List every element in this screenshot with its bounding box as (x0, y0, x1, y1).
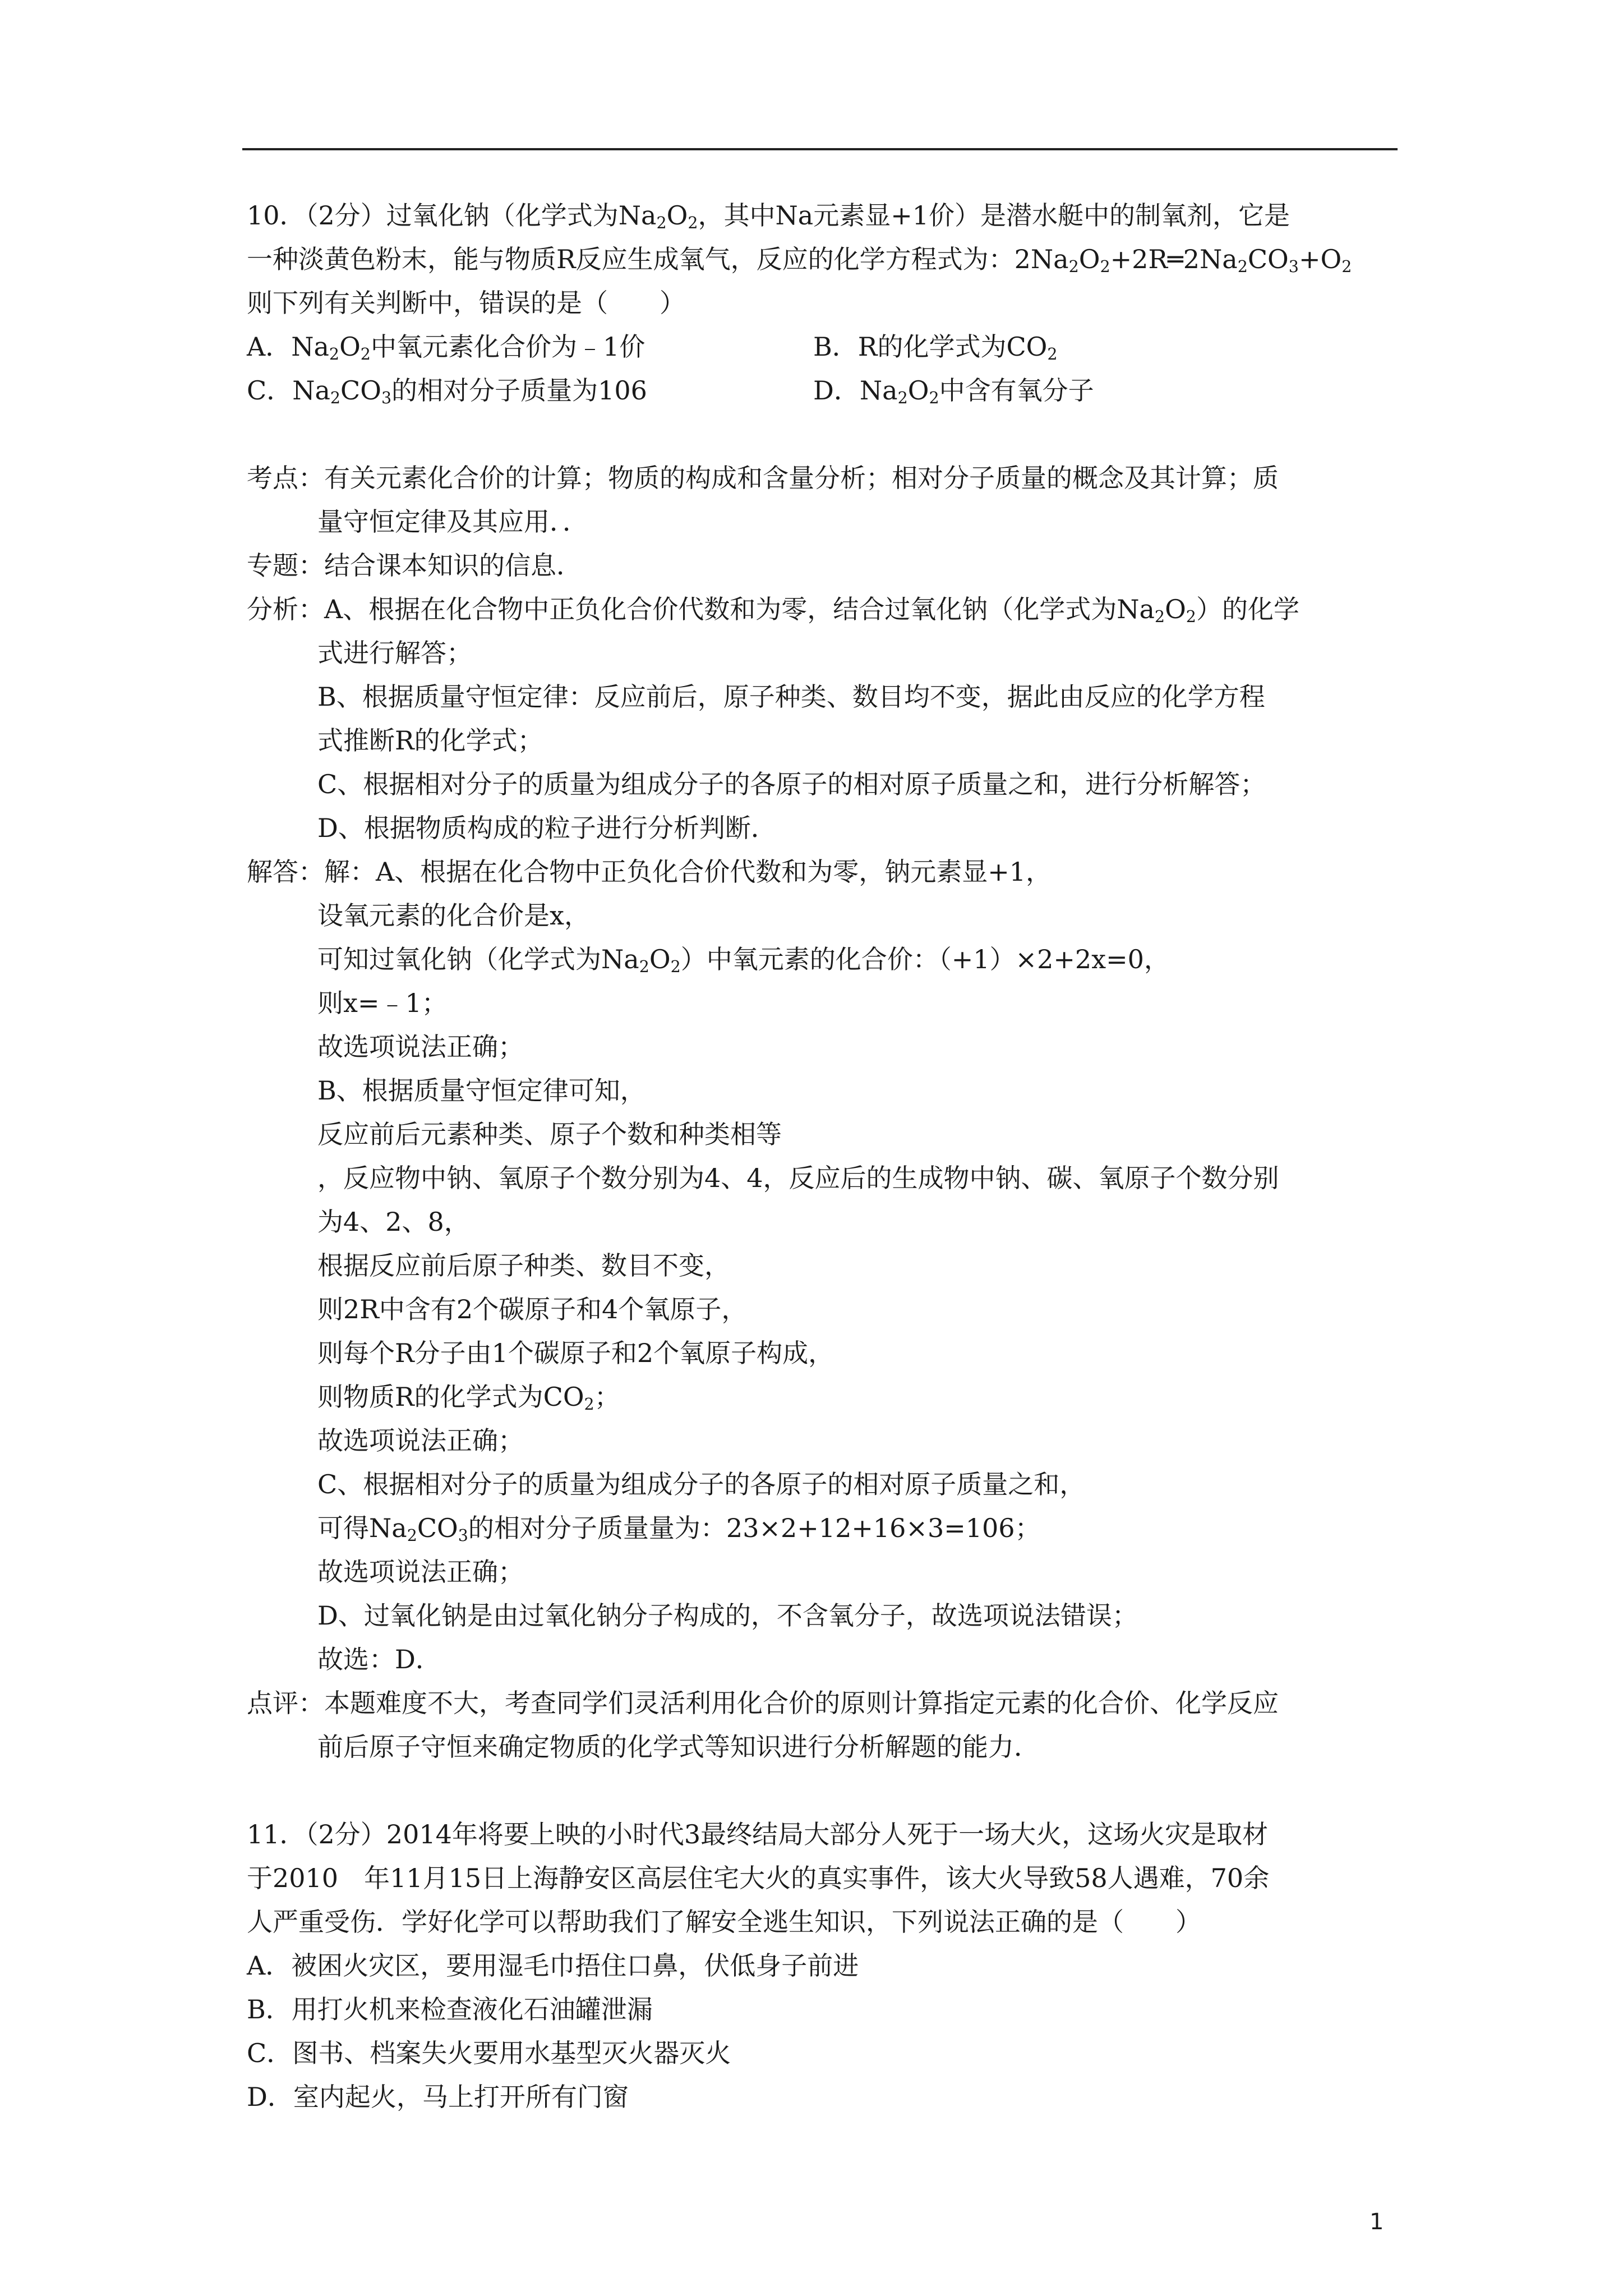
page-content (247, 194, 1402, 2119)
q10-options-row-1 (247, 325, 1402, 369)
q11-option-c: C．图书、档案失火要用水基型灭火器灭火 (247, 2038, 731, 2068)
solution-line-6: B、根据质量守恒定律可知， (317, 1075, 646, 1106)
analysis-c-line: C、根据相对分子的质量为组成分子的各原子的相对原子质量之和，进行分析解答； (317, 769, 1266, 799)
solution-line-10: 根据反应前后原子种类、数目不变， (317, 1250, 730, 1281)
solution-line-1: 解答：解：A、根据在化合物中正负化合价代数和为零，钠元素显+1， (247, 857, 1052, 887)
q10-option-b: B．R的化学式为$CO_2$ (813, 332, 1058, 364)
analysis-d-line: D、根据物质构成的粒子进行分析判断． (317, 813, 777, 843)
topic-line: 专题：结合课本知识的信息． (247, 550, 582, 581)
solution-line-5: 故选项说法正确； (317, 1032, 524, 1062)
solution-line-19: 故选：D． (317, 1644, 441, 1674)
solution-line-7: 反应前后元素种类、原子个数和种类相等 (317, 1119, 782, 1149)
q11-line-1: 11．（2分）2014年将要上映的小时代3最终结局大部分人死于一场大火，这场火灾是取材 (247, 1819, 1269, 1849)
q11-option-a: A．被困火灾区，要用湿毛巾捂住口鼻，伏低身子前进 (247, 1950, 859, 1981)
solution-line-14: 故选项说法正确； (317, 1425, 524, 1456)
solution-line-17: 故选项说法正确； (317, 1557, 524, 1587)
keypoint-line-2: 量守恒定律及其应用．． (317, 507, 588, 537)
solution-line-11: 则2R中含有2个碳原子和4个氧原子， (317, 1294, 748, 1324)
solution-line-15: C、根据相对分子的质量为组成分子的各原子的相对原子质量之和， (317, 1469, 1086, 1499)
solution-line-8: ，反应物中钠、氧原子个数分别为4、4，反应后的生成物中钠、碳、氧原子个数分别 (317, 1163, 1279, 1193)
keypoint-line-1: 考点：有关元素化合价的计算；物质的构成和含量分析；相对分子质量的概念及其计算；质 (247, 463, 1279, 493)
page-number: 1 (1370, 2209, 1384, 2235)
solution-line-18: D、过氧化钠是由过氧化钠分子构成的，不含氧分子，故选项说法错误； (317, 1600, 1138, 1631)
q10-line-1: 10．（2分）过氧化钠（化学式为$Na_2O_2$，其中Na元素显+1价）是潜水艇中的制氧剂，它是 (247, 200, 1290, 233)
solution-line-12: 则每个R分子由1个碳原子和2个氧原子构成， (317, 1338, 834, 1368)
q10-option-c: C．$Na_2CO_3$的相对分子质量为106 (247, 375, 647, 408)
q10-option-d: D．$Na_2O_2$中含有氧分子 (813, 375, 1094, 408)
solution-line-9: 为4、2、8， (317, 1207, 470, 1237)
solution-line-16: 可得$Na_2CO_3$的相对分子质量量为：23×2+12+16×3=106； (317, 1513, 1041, 1545)
analysis-b-line-1: B、根据质量守恒定律：反应前后，原子种类、数目均不变，据此由反应的化学方程 (317, 682, 1265, 712)
solution-line-3: 可知过氧化钠（化学式为$Na_2O_2$）中氧元素的化合价：（+1）×2+2x=0， (317, 944, 1170, 977)
solution-line-2: 设氧元素的化合价是x， (317, 900, 590, 931)
header-rule (242, 148, 1398, 150)
solution-line-13: 则物质R的化学式为$CO_2$； (317, 1382, 620, 1414)
q10-line-2: 一种淡黄色粉末，能与物质R反应生成氧气，反应的化学方程式为：$2Na_2O_2+2R═2Na_2CO_3+O_2$ (247, 244, 1352, 277)
analysis-a-line-1: 分析：A、根据在化合物中正负化合价代数和为零，结合过氧化钠（化学式为$Na_2O_2$）的化学 (247, 594, 1299, 627)
analysis-b-line-2: 式推断R的化学式； (317, 725, 543, 756)
analysis-a-line-2: 式进行解答； (317, 638, 472, 668)
q10-option-a: A．$Na_2O_2$中氧元素化合价为﹣1价 (247, 332, 645, 364)
q10-line-3: 则下列有关判断中，错误的是（ ） (247, 288, 685, 318)
q11-line-2: 于2010 年11月15日上海静安区高层住宅大火的真实事件，该大火导致58人遇难，70余 (247, 1863, 1270, 1893)
q10-options-row-2 (247, 369, 1402, 412)
q11-option-b: B．用打火机来检查液化石油罐泄漏 (247, 1994, 653, 2024)
solution-line-4: 则x=﹣1； (317, 988, 448, 1018)
q11-option-d: D．室内起火，马上打开所有门窗 (247, 2082, 629, 2112)
q11-line-3: 人严重受伤．学好化学可以帮助我们了解安全逃生知识，下列说法正确的是（ ） (247, 1907, 1201, 1937)
comment-line-1: 点评：本题难度不大，考查同学们灵活利用化合价的原则计算指定元素的化合价、化学反应 (247, 1688, 1279, 1718)
comment-line-2: 前后原子守恒来确定物质的化学式等知识进行分析解题的能力． (317, 1732, 1040, 1762)
